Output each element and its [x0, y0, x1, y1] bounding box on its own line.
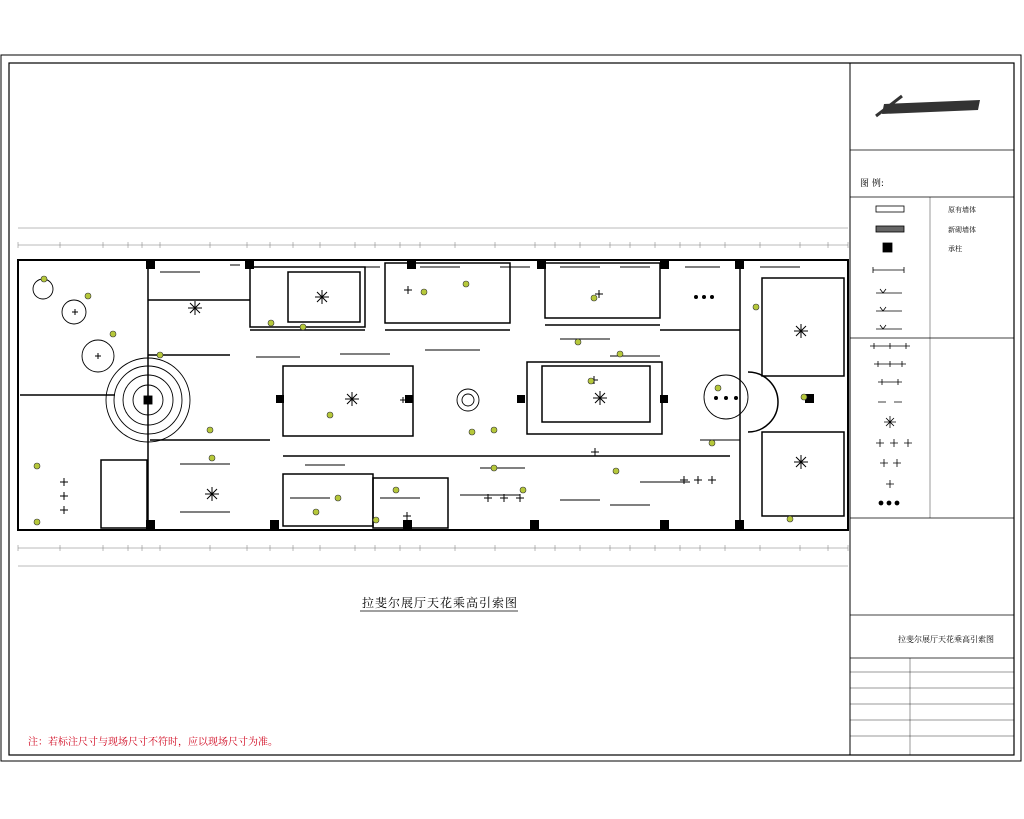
- level-marker-icon: [209, 455, 215, 461]
- level-marker-icon: [110, 331, 116, 337]
- level-marker-icon: [491, 465, 497, 471]
- door-level-symbol: [876, 325, 902, 329]
- level-marker-icon: [709, 440, 715, 446]
- snowflake-ceiling-icon: [593, 391, 607, 405]
- legend-heading: 图 例:: [860, 179, 884, 189]
- legend-label-wall-existing: 新砌墙体: [948, 226, 976, 234]
- level-marker-icon: [268, 320, 274, 326]
- outer-border: [1, 55, 1021, 761]
- dimension-ticks: [18, 242, 848, 551]
- level-marker-icon: [327, 412, 333, 418]
- track-light-1m-symbol: [878, 379, 902, 385]
- lounge-lights: [60, 476, 716, 514]
- ceiling-plan: [18, 228, 848, 566]
- column-symbol: [883, 243, 892, 252]
- downlight-symbol: [886, 480, 894, 488]
- level-marker-icon: [617, 351, 623, 357]
- level-marker-icon: [207, 427, 213, 433]
- company-logo: [876, 96, 980, 116]
- level-marker-icon: [300, 324, 306, 330]
- grille-light-symbol: [879, 501, 899, 505]
- door-symbol: [873, 267, 904, 273]
- wall-new-symbol: [876, 206, 904, 212]
- building-outline: [18, 260, 848, 530]
- level-marker-icon: [313, 509, 319, 515]
- partitions: [20, 260, 844, 530]
- level-marker-icon: [373, 517, 379, 523]
- level-marker-icon: [715, 385, 721, 391]
- level-marker-icon: [520, 487, 526, 493]
- snowflake-ceiling-icon: [315, 290, 329, 304]
- track-lights: [160, 265, 800, 512]
- drawing-title: 拉斐尔展厅天花乘高引索图: [362, 596, 519, 610]
- level-marker-icon: [591, 295, 597, 301]
- level-marker-icon: [613, 468, 619, 474]
- level-marker-icon: [85, 293, 91, 299]
- legend-label-wall-new: 原有墙体: [948, 206, 976, 214]
- snowflake-ceiling-icon: [345, 392, 359, 406]
- floor-level-symbol: [876, 289, 902, 293]
- title-block-grid: [850, 150, 1014, 755]
- level-marker-icon: [34, 463, 40, 469]
- lounge-light-symbol: [876, 439, 912, 447]
- track-light-2m-symbol: [870, 343, 910, 349]
- level-marker-icon: [335, 495, 341, 501]
- level-marker-icon: [157, 352, 163, 358]
- grille-lights: [694, 295, 738, 400]
- wall-existing-symbol: [876, 226, 904, 232]
- snowflake-ceiling-icon: [794, 455, 808, 469]
- level-marker-icon: [41, 276, 47, 282]
- dining-light-symbol: [880, 459, 901, 467]
- level-marker-icon: [463, 281, 469, 287]
- level-marker-icon: [753, 304, 759, 310]
- drawing-name: 拉斐尔展厅天花乘高引索图: [898, 635, 994, 644]
- legend-label-column: 承柱: [948, 245, 962, 253]
- level-marker-icon: [588, 378, 594, 384]
- ceiling-level-symbol: [876, 307, 902, 311]
- snowflake-ceiling-icon: [794, 324, 808, 338]
- legend-symbols: [870, 206, 912, 505]
- snowflake-ceiling-icon: [188, 301, 202, 315]
- level-marker-icon: [469, 429, 475, 435]
- level-marker-icon: [421, 289, 427, 295]
- drawing-note: 注：若标注尺寸与现场尺寸不符时，应以现场尺寸为准。: [28, 737, 278, 748]
- level-marker-icon: [34, 519, 40, 525]
- circular-ceiling-feature: [33, 279, 748, 442]
- level-marker-icon: [787, 516, 793, 522]
- snowflake-ceiling-icon: [205, 487, 219, 501]
- level-marker-icon: [575, 339, 581, 345]
- level-marker-icon: [491, 427, 497, 433]
- level-marker-icon: [801, 394, 807, 400]
- track-light-1-5m-symbol: [874, 361, 906, 367]
- level-marker-icon: [393, 487, 399, 493]
- dimension-lines: [18, 228, 848, 566]
- decor-light-symbol: [884, 416, 896, 428]
